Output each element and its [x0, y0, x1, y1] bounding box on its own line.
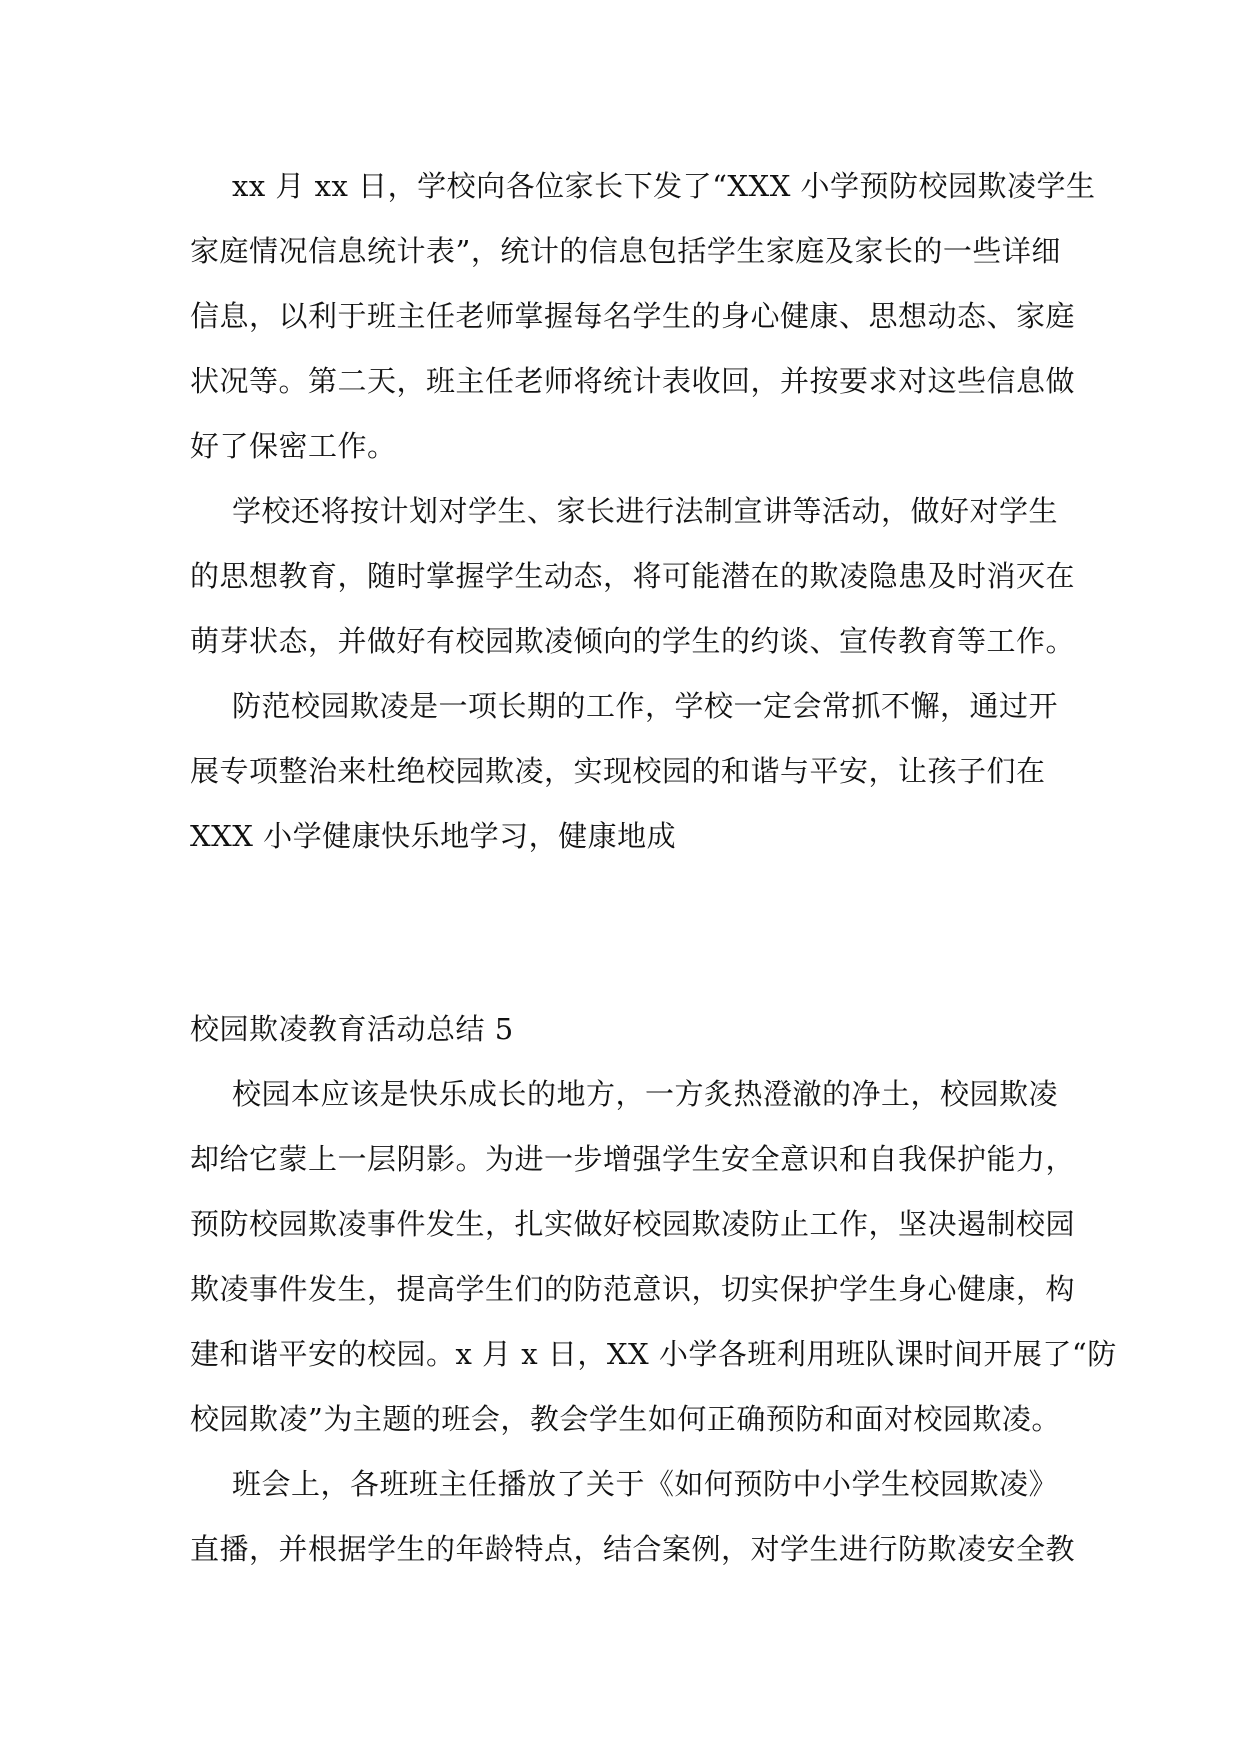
paragraph-4-line-3: 预防校园欺凌事件发生，扎实做好校园欺凌防止工作，坚决遏制校园 — [190, 1207, 1076, 1241]
paragraph-2-line-1: 学校还将按计划对学生、家长进行法制宣讲等活动，做好对学生 — [232, 494, 1059, 528]
paragraph-4-line-1: 校园本应该是快乐成长的地方，一方炙热澄澈的净土，校园欺凌 — [232, 1077, 1059, 1111]
paragraph-4-line-4: 欺凌事件发生，提高学生们的防范意识，切实保护学生身心健康，构 — [190, 1272, 1076, 1306]
paragraph-1-line-4: 状况等。第二天，班主任老师将统计表收回，并按要求对这些信息做 — [190, 364, 1076, 398]
paragraph-3-line-1: 防范校园欺凌是一项长期的工作，学校一定会常抓不懈，通过开 — [232, 689, 1059, 723]
paragraph-4-line-2: 却给它蒙上一层阴影。为进一步增强学生安全意识和自我保护能力， — [190, 1142, 1076, 1176]
paragraph-4-line-6: 校园欺凌”为主题的班会，教会学生如何正确预防和面对校园欺凌。 — [190, 1402, 1061, 1436]
paragraph-1-line-2: 家庭情况信息统计表”，统计的信息包括学生家庭及家长的一些详细 — [190, 234, 1061, 268]
paragraph-1-line-1: xx 月 xx 日，学校向各位家长下发了“XXX 小学预防校园欺凌学生 — [232, 169, 1096, 203]
paragraph-3-line-3: XXX 小学健康快乐地学习，健康地成 — [190, 819, 677, 853]
paragraph-3-line-2: 展专项整治来杜绝校园欺凌，实现校园的和谐与平安，让孩子们在 — [190, 754, 1046, 788]
section-heading: 校园欺凌教育活动总结 5 — [190, 1012, 514, 1046]
paragraph-4-line-5: 建和谐平安的校园。x 月 x 日，XX 小学各班利用班队课时间开展了“防 — [190, 1337, 1117, 1371]
paragraph-2-line-3: 萌芽状态，并做好有校园欺凌倾向的学生的约谈、宣传教育等工作。 — [190, 624, 1076, 658]
paragraph-1-line-5: 好了保密工作。 — [190, 429, 397, 463]
paragraph-1-line-3: 信息，以利于班主任老师掌握每名学生的身心健康、思想动态、家庭 — [190, 299, 1076, 333]
paragraph-5-line-1: 班会上，各班班主任播放了关于《如何预防中小学生校园欺凌》 — [232, 1467, 1059, 1501]
paragraph-5-line-2: 直播，并根据学生的年龄特点，结合案例，对学生进行防欺凌安全教 — [190, 1532, 1076, 1566]
paragraph-2-line-2: 的思想教育，随时掌握学生动态，将可能潜在的欺凌隐患及时消灭在 — [190, 559, 1076, 593]
